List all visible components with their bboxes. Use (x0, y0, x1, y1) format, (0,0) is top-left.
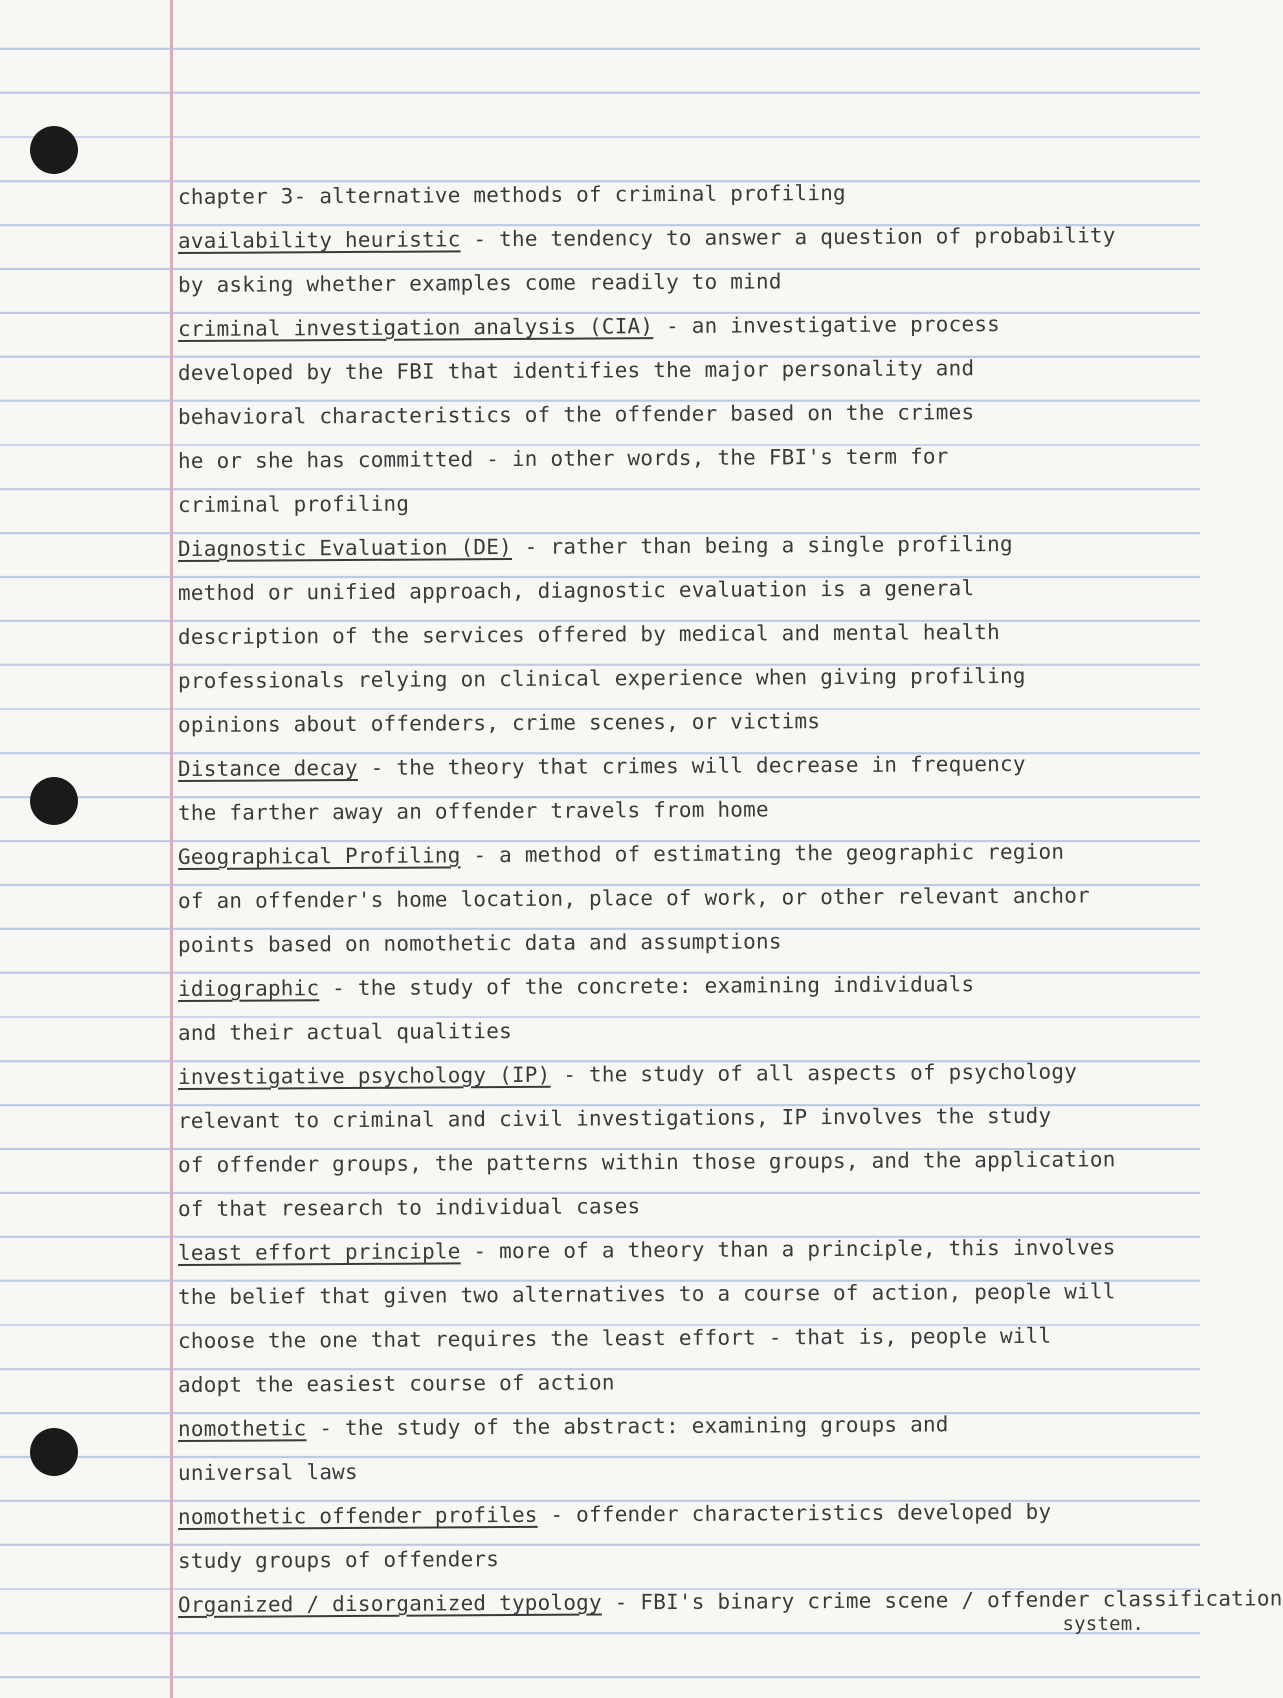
definition-text: developed by the FBI that identifies the major personality and (177, 356, 975, 386)
definition-term: availability heuristic (177, 227, 461, 254)
definition-text: opinions about offenders, crime scenes, or victims (177, 709, 821, 738)
definition-text: he or she has committed - in other words, the FBI's term for (177, 444, 949, 474)
definition-text: of offender groups, the patterns within those groups, and the application (177, 1147, 1116, 1178)
definition-entry (178, 832, 1178, 964)
definition-entry (178, 304, 1178, 524)
definition-term: Organized / disorganized typology (177, 1590, 602, 1618)
definition-text: points based on nomothetic data and assumptions (177, 929, 782, 958)
definition-text: - the study of the abstract: examining groups and (306, 1412, 949, 1441)
definition-text: description of the services offered by medical and mental health (177, 620, 1001, 650)
definition-text: - an investigative process (653, 312, 1001, 339)
definition-text: method or unified approach, diagnostic evaluation is a general (177, 576, 975, 606)
margin-line (170, 0, 173, 1698)
definition-text: - the study of the concrete: examining individuals (319, 972, 975, 1001)
definition-text: - the theory that crimes will decrease in frequency (357, 751, 1026, 780)
definition-text: - FBI's binary crime scene / offender classification (601, 1586, 1283, 1615)
binder-hole (30, 126, 78, 174)
definition-entry (178, 744, 1178, 832)
definition-term: criminal investigation analysis (CIA) (177, 314, 654, 342)
definition-text: of an offender's home location, place of work, or other relevant anchor (177, 883, 1090, 914)
definition-entry (178, 524, 1178, 744)
definition-term: investigative psychology (IP) (177, 1062, 551, 1090)
definition-text: adopt the easiest course of action (177, 1370, 615, 1398)
definition-entry (178, 964, 1178, 1052)
definition-text: relevant to criminal and civil investigations, IP involves the study (177, 1103, 1052, 1134)
definition-text: criminal profiling (177, 491, 410, 518)
definition-text: the farther away an offender travels from home (177, 797, 769, 826)
definition-text: system. (1062, 1613, 1144, 1635)
definition-text: the belief that given two alternatives to a course of action, people will (177, 1279, 1116, 1310)
definition-text: - the tendency to answer a question of probability (460, 223, 1116, 252)
definition-entry (177, 1580, 1283, 1635)
binder-hole (30, 777, 78, 825)
definition-text: and their actual qualities (177, 1019, 512, 1046)
definition-term: nomothetic (177, 1416, 307, 1442)
definition-term: nomothetic offender profiles (177, 1502, 538, 1530)
definition-text: - offender characteristics developed by (537, 1499, 1052, 1527)
definition-entry (178, 1492, 1178, 1580)
definition-text: - more of a theory than a principle, this involves (460, 1235, 1116, 1264)
definition-term: Diagnostic Evaluation (DE) (177, 535, 512, 562)
definition-text: choose the one that requires the least effort - that is, people will (177, 1323, 1052, 1354)
definition-term: idiographic (177, 976, 320, 1002)
definition-text: - a method of estimating the geographic region (460, 839, 1065, 868)
definition-term: Geographical Profiling (177, 843, 461, 870)
definition-term: least effort principle (177, 1239, 461, 1266)
definition-text: study groups of offenders (177, 1547, 500, 1574)
definition-text: professionals relying on clinical experience when giving profiling (177, 663, 1026, 694)
definition-text: of that research to individual cases (177, 1194, 641, 1222)
definition-text: - the study of all aspects of psychology (550, 1059, 1078, 1087)
chapter-title: chapter 3- alternative methods of criminal profiling (177, 180, 846, 210)
definition-text: - rather than being a single profiling (511, 531, 1013, 560)
definition-entry (178, 216, 1178, 304)
definition-text: by asking whether examples come readily to mind (177, 269, 782, 298)
definition-term: Distance decay (177, 755, 358, 782)
binder-hole (30, 1428, 78, 1476)
definition-entry (178, 1404, 1178, 1492)
definition-entry (178, 1052, 1178, 1228)
definition-text: behavioral characteristics of the offender based on the crimes (177, 400, 975, 430)
definition-entry (178, 1228, 1178, 1404)
definition-text: universal laws (177, 1459, 358, 1486)
handwritten-notes (177, 172, 1283, 1635)
